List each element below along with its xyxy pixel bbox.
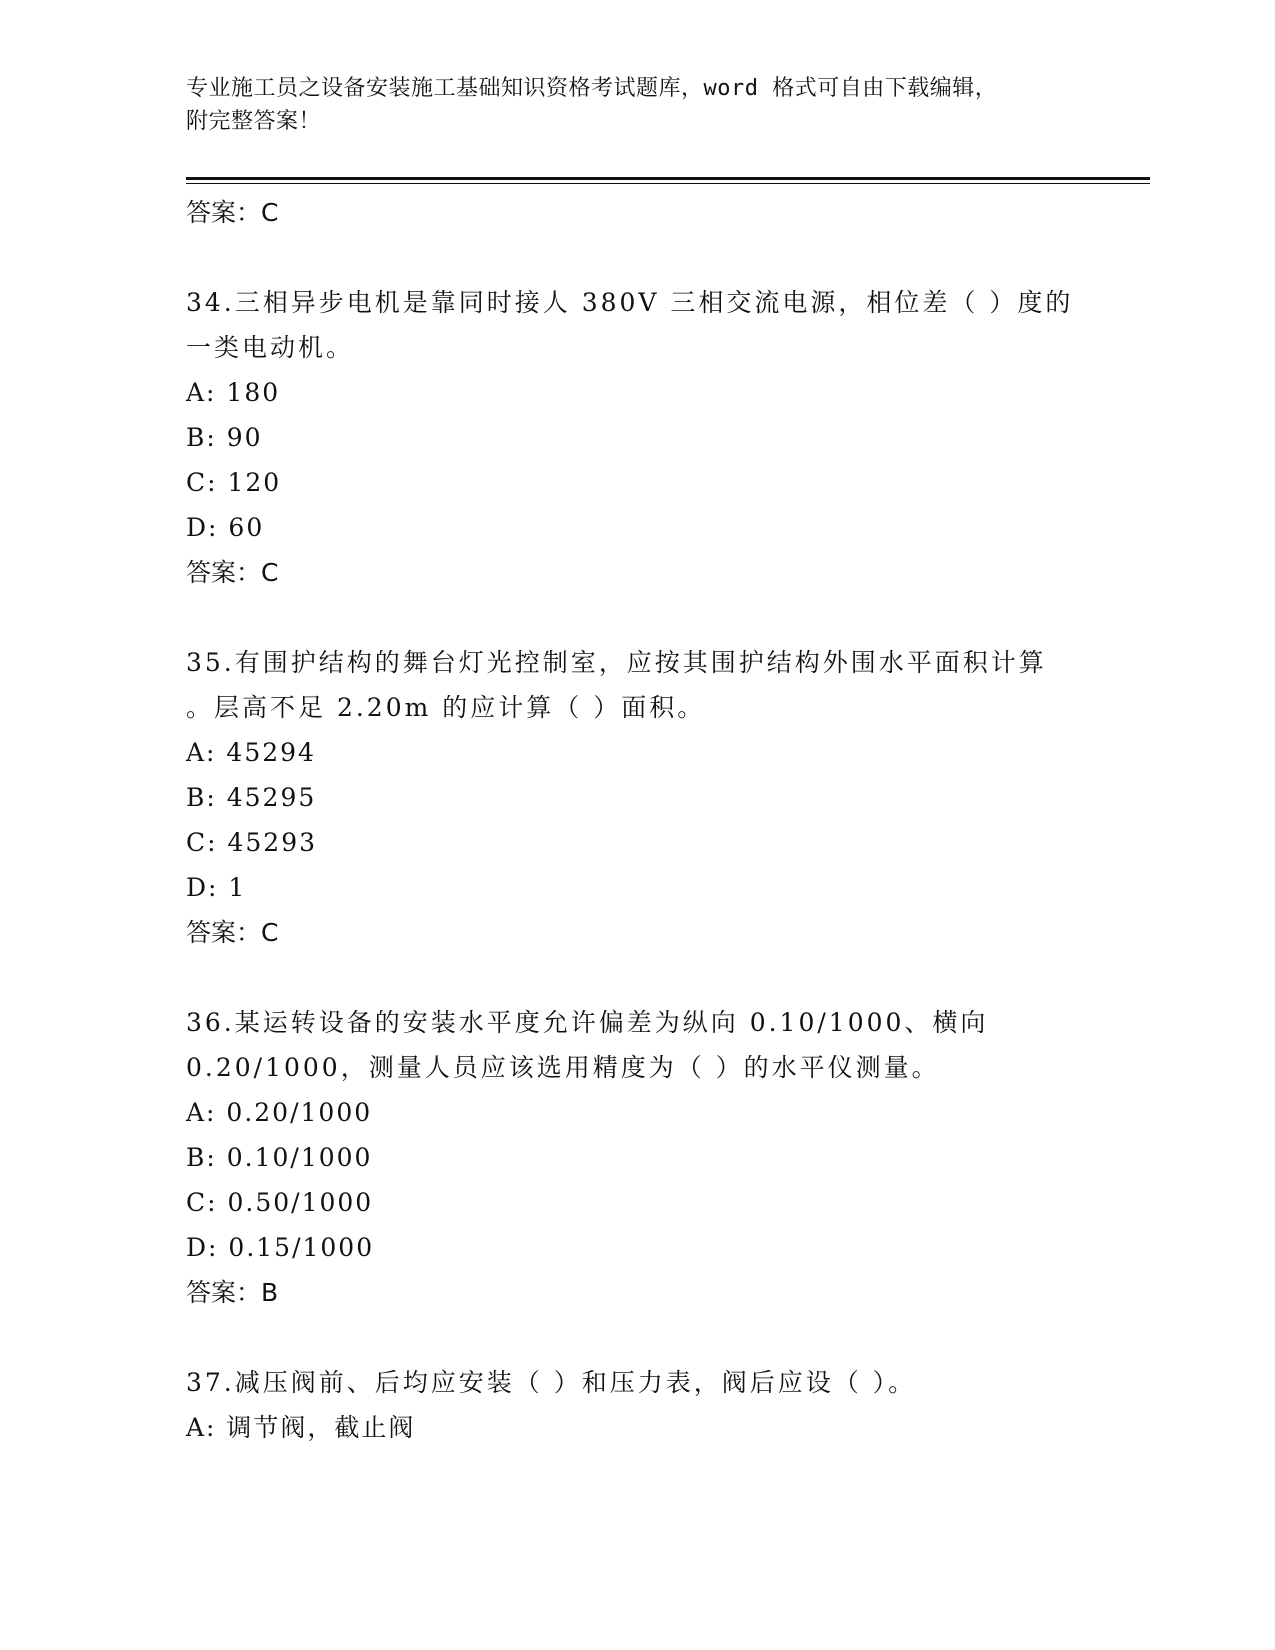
option-a: A: 调节阀，截止阀 (186, 1413, 416, 1442)
question-stem-line: 0.20/1000，测量人员应该选用精度为（ ）的水平仪测量。 (186, 1053, 940, 1082)
option-a: A: 180 (186, 378, 281, 407)
answer-line: 答案：B (186, 1278, 279, 1307)
question-stem-line: 。层高不足 2.20m 的应计算（ ）面积。 (186, 693, 706, 722)
option-b: B: 45295 (186, 783, 317, 812)
question-item (186, 640, 1076, 955)
question-stem-line: 36.某运转设备的安装水平度允许偏差为纵向 0.10/1000、横向 (186, 1008, 989, 1037)
question-stem-line: 35.有围护结构的舞台灯光控制室，应按其围护结构外围水平面积计算 (186, 648, 1047, 677)
option-c: C: 120 (186, 468, 282, 497)
option-d: D: 0.15/1000 (186, 1233, 375, 1262)
question-stem (186, 1360, 1076, 1405)
question-stem-line: 37.减压阀前、后均应安装（ ）和压力表，阀后应设（ ）。 (186, 1368, 917, 1397)
option-c: C: 45293 (186, 828, 318, 857)
header-rule-thick (186, 177, 1150, 180)
question-item (186, 1360, 1076, 1450)
option-a: A: 0.20/1000 (186, 1098, 373, 1127)
answer-line: 答案：C (186, 918, 279, 947)
spacer (186, 595, 1076, 640)
question-item (186, 280, 1076, 595)
option-c: C: 0.50/1000 (186, 1188, 374, 1217)
answer-line: 答案：C (186, 558, 279, 587)
page-header (186, 72, 1066, 138)
option-a: A: 45294 (186, 738, 316, 767)
option-d: D: 60 (186, 513, 265, 542)
question-stem-line: 一类电动机。 (186, 333, 355, 362)
question-list (186, 190, 1076, 1450)
option-d: D: 1 (186, 873, 247, 902)
question-stem (186, 1000, 1076, 1090)
spacer (186, 235, 1076, 280)
question-item (186, 1000, 1076, 1315)
question-stem (186, 640, 1076, 730)
answer-line: 答案：C (186, 198, 279, 227)
header-rule-thin (186, 183, 1150, 184)
header-line-2: 附完整答案！ (186, 109, 322, 134)
header-line-1: 专业施工员之设备安装施工基础知识资格考试题库，word 格式可自由下载编辑， (186, 76, 998, 101)
option-b: B: 0.10/1000 (186, 1143, 373, 1172)
spacer (186, 955, 1076, 1000)
spacer (186, 1315, 1076, 1360)
question-stem-line: 34.三相异步电机是靠同时接人 380V 三相交流电源，相位差（ ）度的 (186, 288, 1074, 317)
question-stem (186, 280, 1076, 370)
option-b: B: 90 (186, 423, 263, 452)
